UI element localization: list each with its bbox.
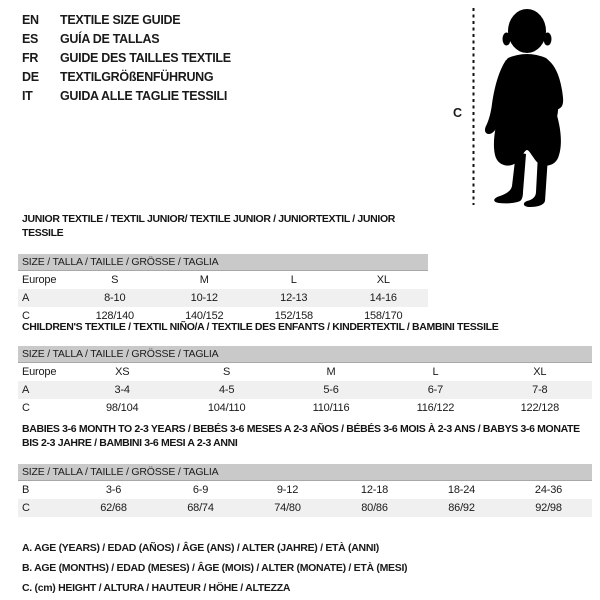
language-row [22,30,231,49]
language-code: FR [22,51,39,65]
row-label-cell: A [22,384,30,396]
value-cell: 8-10 [104,292,126,304]
value-cell: 7-8 [532,384,548,396]
table-row [18,499,592,517]
value-cell: 98/104 [105,402,139,414]
row-label-cell: Europe [22,366,57,378]
children-textile-table [18,320,592,417]
value-cell: 12-13 [280,292,308,304]
language-code: DE [22,70,39,84]
value-cell: 116/122 [416,402,455,414]
value-cell: S [223,366,231,378]
value-cell: 152/158 [274,310,313,322]
value-cell: 3-4 [114,384,130,396]
language-row [22,49,231,68]
value-cell: 110/116 [312,402,350,414]
value-cell: XL [376,274,390,286]
value-cell: L [290,274,297,286]
size-table-rows [18,363,592,417]
value-cell: XL [533,366,547,378]
language-row [22,68,231,87]
row-label-cell: B [22,484,30,496]
table-row [18,271,428,289]
size-header-bar: SIZE / TALLA / TAILLE / GRÖSSE / TAGLIA [18,464,592,481]
language-row [22,11,231,30]
value-cell: 3-6 [105,484,122,496]
size-table-title: JUNIOR TEXTILE / TEXTIL JUNIOR/ TEXTILE JUNIOR / JUNIORTEXTIL / JUNIOR TESSILE [22,213,395,239]
babies-textile-table [18,422,592,517]
language-code: EN [22,13,39,27]
table-row [18,481,592,499]
footnote-line: C. (cm) HEIGHT / ALTURA / HAUTEUR / HÖHE / ALTEZZA [22,582,291,594]
table-row [18,363,592,381]
value-cell: XS [115,366,130,378]
value-cell: M [199,274,209,286]
value-cell: 80/86 [361,502,388,514]
size-table-rows [18,271,428,325]
value-cell: 86/92 [448,502,475,514]
language-title: GUÍA DE TALLAS [60,32,160,46]
language-header [22,11,231,106]
row-label-cell: Europe [22,274,57,286]
language-code: ES [22,32,39,46]
size-table-rows [18,481,592,517]
size-header-bar: SIZE / TALLA / TAILLE / GRÖSSE / TAGLIA [18,346,592,363]
row-label-cell: C [22,310,30,322]
value-cell: S [111,274,119,286]
value-cell: 6-7 [427,384,444,396]
value-cell: 68/74 [187,502,214,514]
value-cell: M [326,366,336,378]
language-code: IT [22,89,33,103]
value-cell: 24-36 [534,484,563,496]
table-row [18,289,428,307]
value-cell: 62/68 [100,502,127,514]
value-cell: 10-12 [190,292,218,304]
table-row [18,381,592,399]
size-table-title: CHILDREN'S TEXTILE / TEXTIL NIÑO/A / TEXTILE DES ENFANTS / KINDERTEXTIL / BAMBINI TESSILE [22,321,499,333]
language-title: GUIDE DES TAILLES TEXTILE [60,51,231,65]
value-cell: 4-5 [218,384,235,396]
footnote-line: B. AGE (MONTHS) / EDAD (MESES) / ÂGE (MOIS) / ALTER (MONATE) / ETÀ (MESI) [22,562,408,574]
value-cell: 9-12 [276,484,299,496]
value-cell: 6-9 [192,484,209,496]
value-cell: 74/80 [274,502,301,514]
value-cell: 104/110 [207,402,246,414]
value-cell: 5-6 [323,384,339,396]
value-cell: 92/98 [535,502,562,514]
value-cell: L [432,366,439,378]
value-cell: 18-24 [447,484,476,496]
measure-footnotes [22,538,407,598]
table-row [18,399,592,417]
height-marker-label: C [453,106,463,120]
value-cell: 158/170 [364,310,403,322]
row-label-cell: A [22,292,30,304]
row-label-cell: C [22,502,30,514]
language-title: TEXTILE SIZE GUIDE [60,13,181,27]
baby-silhouette-icon [450,0,600,210]
value-cell: 12-18 [360,484,389,496]
language-title: GUIDA ALLE TAGLIE TESSILI [60,89,228,103]
value-cell: 14-16 [369,292,397,304]
value-cell: 122/128 [520,402,560,414]
value-cell: 128/140 [95,310,134,322]
language-row [22,87,231,106]
row-label-cell: C [22,402,30,414]
value-cell: 140/152 [185,310,224,322]
language-title: TEXTILGRÖßENFÜHRUNG [60,70,214,84]
size-table-title: BABIES 3-6 MONTH TO 2-3 YEARS / BEBÉS 3-6 MESES A 2-3 AÑOS / BÉBÉS 3-6 MOIS À 2-3 ANS / BABYS 3-6 MONATE BIS 2-3 JAHRE / BAMBINI 3-6 MESI A 2-3 ANNI [22,423,580,449]
size-header-bar: SIZE / TALLA / TAILLE / GRÖSSE / TAGLIA [18,254,428,271]
footnote-line: A. AGE (YEARS) / EDAD (AÑOS) / ÂGE (ANS) / ALTER (JAHRE) / ETÀ (ANNI) [22,542,379,554]
junior-textile-table [18,212,428,325]
